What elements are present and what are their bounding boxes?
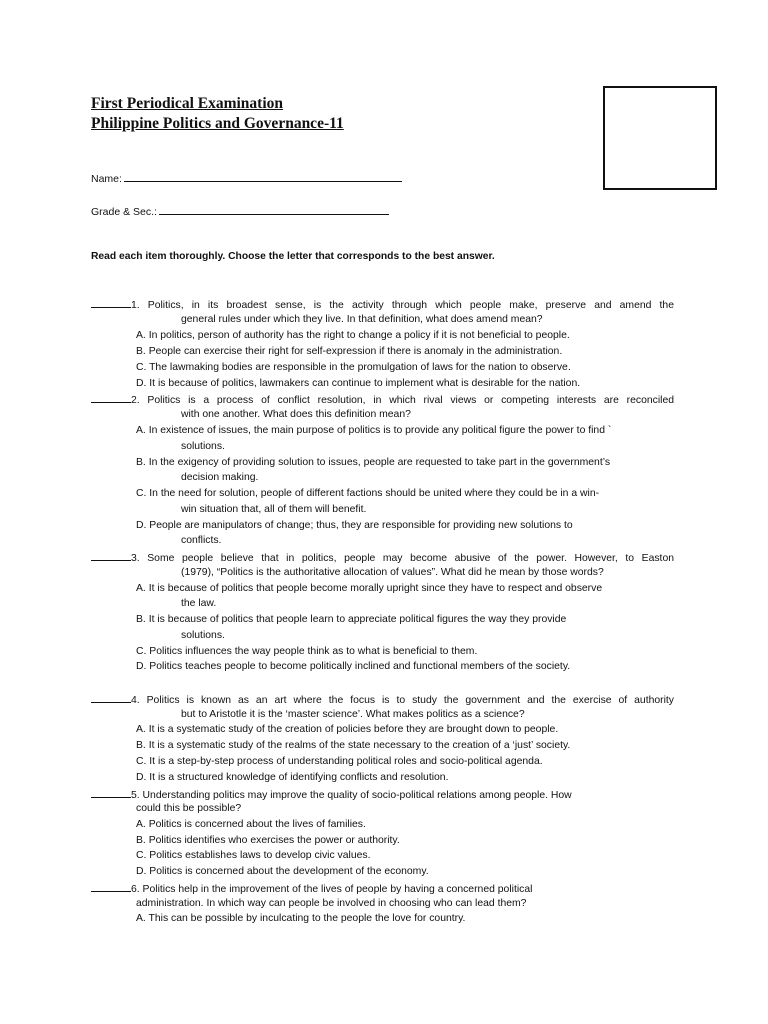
question-4-line-2: but to Aristotle it is the ‘master science’. What makes politics as a science? (181, 709, 525, 720)
option-4d: D. It is a structured knowledge of identifying conflicts and resolution. (136, 772, 449, 783)
option-3b-cont: solutions. (181, 630, 225, 641)
answer-blank-3[interactable] (91, 550, 131, 561)
option-3d: D. Politics teaches people to become politically inclined and functional members of the society. (136, 661, 571, 672)
grade-section-field[interactable] (91, 203, 389, 219)
name-label: Name: (91, 173, 122, 185)
option-1b: B. People can exercise their right for self-expression if there is anomaly in the administration. (136, 346, 563, 357)
option-2b-cont: decision making. (181, 472, 259, 483)
answer-blank-4[interactable] (91, 692, 131, 703)
option-5c: C. Politics establishes laws to develop civic values. (136, 850, 371, 861)
option-3c: C. Politics influences the way people think as to what is beneficial to them. (136, 646, 478, 657)
option-4c: C. It is a step-by-step process of understanding political roles and socio-political agenda. (136, 756, 543, 767)
option-2a-cont: solutions. (181, 441, 225, 452)
question-3-line-2: (1979), “Politics is the authoritative allocation of values”. What did he mean by those words? (181, 567, 604, 578)
option-3b: B. It is because of politics that people learn to appreciate political figures the way they provide (136, 614, 567, 625)
name-blank-line[interactable] (124, 170, 402, 182)
option-5d: D. Politics is concerned about the development of the economy. (136, 866, 429, 877)
grade-section-label: Grade & Sec.: (91, 206, 157, 218)
instructions: Read each item thoroughly. Choose the letter that corresponds to the best answer. (91, 251, 495, 262)
question-1-line-1: 1. Politics, in its broadest sense, is the activity through which people make, preserve and amend the (91, 297, 674, 313)
option-6a: A. This can be possible by inculcating to the people the love for country. (136, 913, 466, 924)
subject-title: Philippine Politics and Governance-11 (91, 115, 344, 132)
option-5b: B. Politics identifies who exercises the power or authority. (136, 835, 400, 846)
option-2c: C. In the need for solution, people of different factions should be united where they could be in a win- (136, 488, 600, 499)
option-1d: D. It is because of politics, lawmakers can continue to implement what is desirable for the nation. (136, 378, 581, 389)
question-5-line-2: could this be possible? (136, 803, 242, 814)
answer-blank-2[interactable] (91, 392, 131, 403)
question-4-line-1: 4. Politics is known as an art where the focus is to study the government and the exercise of authority (91, 692, 674, 708)
option-2a: A. In existence of issues, the main purpose of politics is to provide any political figure the power to find ` (136, 425, 612, 436)
option-2c-cont: win situation that, all of them will benefit. (181, 504, 367, 515)
exam-title: First Periodical Examination (91, 95, 284, 112)
question-6-line-2: administration. In which way can people be involved in choosing who can lead them? (136, 898, 527, 909)
question-6-line-1: 6. Politics help in the improvement of the lives of people by having a concerned political (91, 881, 532, 897)
answer-blank-6[interactable] (91, 881, 131, 892)
question-2-line-2: with one another. What does this definition mean? (181, 409, 411, 420)
grade-section-blank-line[interactable] (159, 203, 389, 215)
option-1c: C. The lawmaking bodies are responsible in the promulgation of laws for the nation to observe. (136, 362, 571, 373)
option-1a: A. In politics, person of authority has the right to change a policy if it is not beneficial to people. (136, 330, 570, 341)
option-2d: D. People are manipulators of change; thus, they are responsible for providing new solutions to (136, 520, 573, 531)
option-4b: B. It is a systematic study of the realms of the state necessary to the creation of a ‘just’ society. (136, 740, 571, 751)
name-field[interactable] (91, 170, 402, 186)
option-4a: A. It is a systematic study of the creation of policies before they are brought down to people. (136, 724, 559, 735)
question-1-line-2: general rules under which they live. In that definition, what does amend mean? (181, 314, 543, 325)
option-2b: B. In the exigency of providing solution to issues, people are requested to take part in the government’s (136, 457, 611, 468)
option-5a: A. Politics is concerned about the lives of families. (136, 819, 366, 830)
question-5-line-1: 5. Understanding politics may improve the quality of socio-political relations among people. How (91, 787, 572, 803)
question-2-line-1: 2. Politics is a process of conflict resolution, in which rival views or competing interests are reconciled (91, 392, 674, 408)
photo-box (603, 86, 717, 190)
option-2d-cont: conflicts. (181, 535, 222, 546)
answer-blank-1[interactable] (91, 297, 131, 308)
question-3-line-1: 3. Some people believe that in politics, people may become abusive of the power. However, to Easton (91, 550, 674, 566)
option-3a: A. It is because of politics that people become morally upright since they have to respect and observe (136, 583, 603, 594)
option-3a-cont: the law. (181, 598, 217, 609)
answer-blank-5[interactable] (91, 787, 131, 798)
